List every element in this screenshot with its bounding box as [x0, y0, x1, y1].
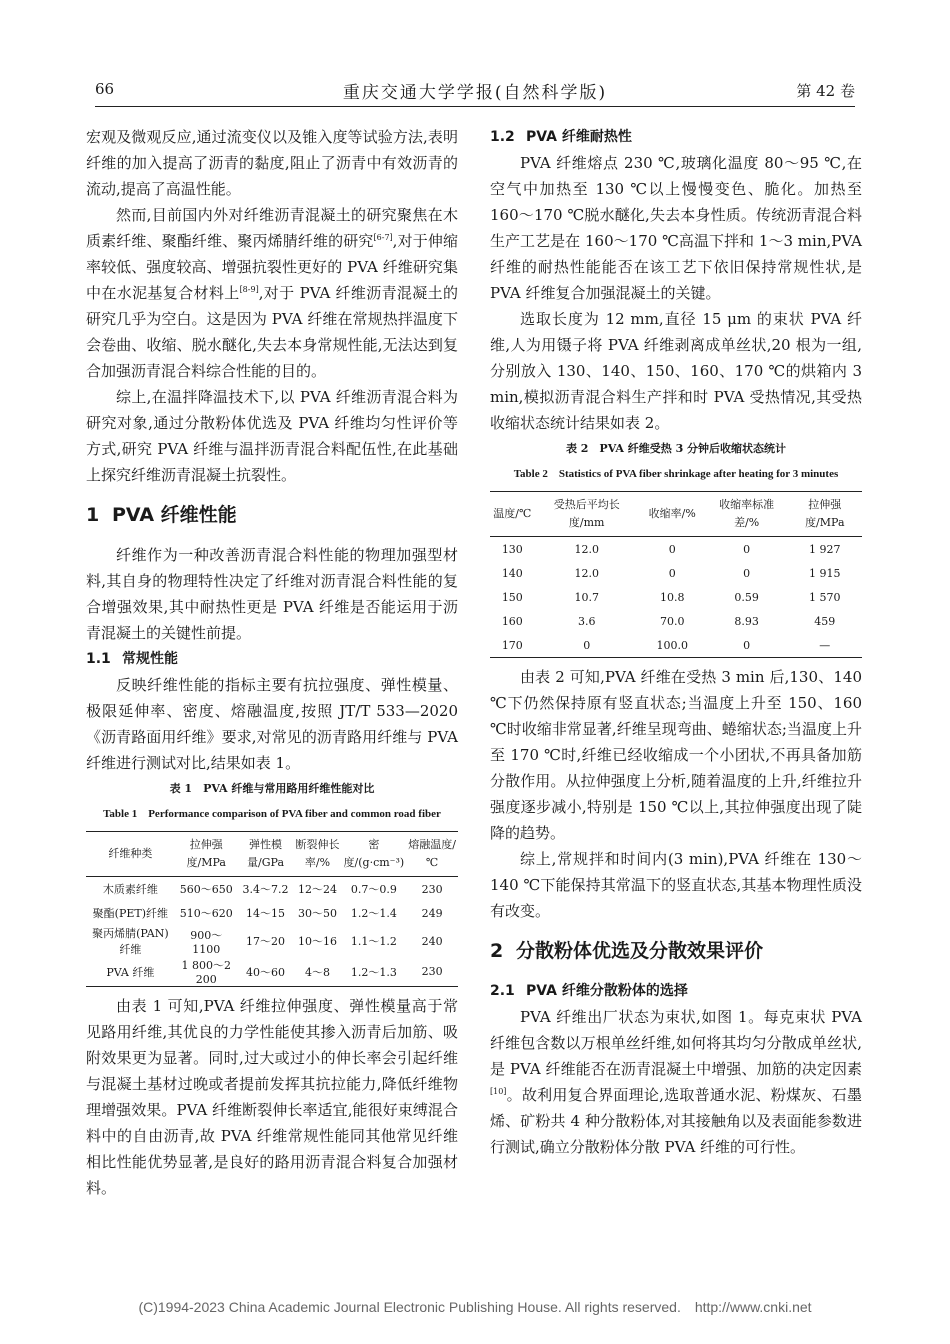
table-header: 收缩率标准差/%	[706, 492, 788, 537]
volume-label: 第 42 卷	[796, 82, 855, 100]
table-header: 收缩率/%	[639, 492, 706, 537]
copyright-footer: (C)1994-2023 China Academic Journal Electronic Publishing House. All rights reserved. http://www.cnki.net	[138, 1299, 812, 1315]
table-caption: 表 2 PVA 纤维受热 3 分钟后收缩状态统计	[565, 442, 787, 455]
page-number: 66	[95, 80, 115, 98]
journal-title: 重庆交通大学学报(自然科学版)	[342, 83, 608, 103]
table-2	[490, 491, 862, 658]
table-1	[86, 831, 458, 987]
table-row: 160 3.6 70.0 8.93 459	[501, 614, 836, 628]
table-caption-en: Table 2 Statistics of PVA fiber shrinkage after heating for 3 minutes	[513, 468, 839, 480]
paragraph: 由表 2 可知,PVA 纤维在受热 3 min 后,130、140 ℃下仍然保持原有竖直状态;当温度上升至 150、160 ℃时收缩非常显著,纤维呈现弯曲、蜷缩状态;当温度上升至 170 ℃时,纤维已经收缩成一个小团状,不再具备加筋分散作用。从拉伸强度上分析,随着温度的上升,纤维拉升强度逐步减小,特别是 150 ℃以上,其拉伸强度出现了陡降的趋势。	[490, 668, 862, 842]
table-header: 受热后平均长度/mm	[535, 492, 639, 537]
table-header: 拉伸强度/MPa	[175, 832, 238, 877]
section-heading: 1 PVA 纤维性能	[86, 504, 237, 526]
citation: [10]	[490, 1087, 507, 1096]
paragraph: 纤维作为一种改善沥青混合料性能的物理加强型材料,其自身的物理特性决定了纤维对沥青混合料性能的复合增强效果,其中耐热性更是 PVA 纤维是否能运用于沥青混凝土的关键性前提。	[86, 546, 458, 642]
table-header: 温度/℃	[490, 492, 535, 537]
right-column	[490, 124, 862, 1160]
table-caption-en: Table 1 Performance comparison of PVA fiber and common road fiber	[103, 808, 441, 820]
table-header: 断裂伸长率/%	[293, 832, 341, 877]
citation: [6-7]	[373, 233, 393, 242]
table-header: 弹性模量/GPa	[238, 832, 294, 877]
table-row: 聚酯(PET)纤维 510～620 14～15 30～50 1.2～1.4 249	[92, 906, 443, 920]
paragraph: 宏观及微观反应,通过流变仪以及锥入度等试验方法,表明纤维的加入提高了沥青的黏度,阻止了沥青中有效沥青的流动,提高了高温性能。	[86, 128, 458, 198]
table-row: 170 0 100.0 0 —	[490, 633, 862, 658]
table-row: PVA 纤维 1 800～2 200 40～60 4～8 1.2～1.3 230	[86, 957, 458, 987]
paragraph: 反映纤维性能的指标主要有抗拉强度、弹性模量、极限延伸率、密度、熔融温度,按照 JT/T 533—2020《沥青路面用纤维》要求,对常见的沥青路用纤维与 PVA 纤维进行测试对比,结果如表 1。	[86, 676, 458, 772]
left-column	[86, 124, 458, 1201]
section-heading: 2 分散粉体优选及分散效果评价	[490, 940, 764, 962]
subsection-heading: 1.1 常规性能	[86, 651, 178, 667]
paragraph: 综上,在温拌降温技术下,以 PVA 纤维沥青混合料为研究对象,通过分散粉体优选及 PVA 纤维均匀性评价等方式,研究 PVA 纤维与温拌沥青混合料配伍性,在此基础上探究纤维沥青混凝土抗裂性。	[86, 388, 458, 484]
citation: [8-9]	[239, 285, 259, 294]
paragraph: 然而,目前国内外对纤维沥青混凝土的研究聚焦在木质素纤维、聚酯纤维、聚丙烯腈纤维的研究[6-7],对于伸缩率较低、强度较高、增强抗裂性更好的 PVA 纤维研究集中在水泥基复合材料上[8-9],对于 PVA 纤维沥青混凝土的研究几乎为空白。这是因为 PVA 纤维在常规热拌温度下会卷曲、收缩、脱水醚化,失去本身常规性能,无法达到复合加强沥青混合料综合性能的目的。	[86, 206, 458, 380]
table-header: 密度/(g·cm⁻³)	[342, 832, 407, 877]
table-row: 150 10.7 10.8 0.59 1 570	[501, 590, 841, 604]
table-row: 140 12.0 0 0 1 915	[501, 566, 841, 580]
table-header: 熔融温度/℃	[406, 832, 458, 877]
table-row: 木质素纤维 560～650 3.4～7.2 12～24 0.7～0.9 230	[102, 882, 443, 896]
table-header: 纤维种类	[86, 832, 175, 877]
table-row: 130 12.0 0 0 1 927	[501, 542, 841, 556]
subsection-heading: 2.1 PVA 纤维分散粉体的选择	[490, 983, 688, 999]
running-header	[95, 78, 855, 107]
table-row: 聚丙烯腈(PAN)纤维 900～1100 17～20 10～16 1.1～1.2 240	[92, 927, 443, 956]
paragraph: 由表 1 可知,PVA 纤维拉伸强度、弹性模量高于常见路用纤维,其优良的力学性能使其掺入沥青后加筋、吸附效果更为显著。同时,过大或过小的伸长率会引起纤维与混凝土基材过晚或者提前发挥其抗拉能力,降低纤维物理增强效果。PVA 纤维断裂伸长率适宜,能很好束缚混合料中的自由沥青,故 PVA 纤维常规性能同其他常见纤维相比性能优势显著,是良好的路用沥青混合料复合加强材料。	[86, 997, 458, 1197]
paragraph: 综上,常规拌和时间内(3 min),PVA 纤维在 130～140 ℃下能保持其常温下的竖直状态,其基本物理性质没有改变。	[490, 850, 862, 920]
paragraph: PVA 纤维熔点 230 ℃,玻璃化温度 80～95 ℃,在空气中加热至 130 ℃以上慢慢变色、脆化。加热至 160～170 ℃脱水醚化,失去本身性质。传统沥青混合料生产工艺是在 160～170 ℃高温下拌和 1～3 min,PVA 纤维的耐热性能能否在该工艺下依旧保持常规性状,是 PVA 纤维复合加强混凝土的关键。	[490, 154, 862, 302]
paragraph: 选取长度为 12 mm,直径 15 μm 的束状 PVA 纤维,人为用镊子将 PVA 纤维剥离成单丝状,20 根为一组,分别放入 130、140、150、160、170 ℃的烘箱内 3 min,模拟沥青混合料生产拌和时 PVA 受热情况,其受热收缩状态统计结果如表 2。	[490, 310, 862, 432]
paragraph: PVA 纤维出厂状态为束状,如图 1。每克束状 PVA 纤维包含数以万根单丝纤维,如何将其均匀分散成单丝状,是 PVA 纤维能否在沥青混凝土中增强、加筋的决定因素[10]。故利用复合界面理论,选取普通水泥、粉煤灰、石墨烯、矿粉共 4 种分散粉体,对其接触角以及表面能参数进行测试,确立分散粉体分散 PVA 纤维的可行性。	[490, 1008, 862, 1156]
table-caption: 表 1 PVA 纤维与常用路用纤维性能对比	[169, 782, 375, 795]
subsection-heading: 1.2 PVA 纤维耐热性	[490, 129, 632, 145]
table-header: 拉伸强度/MPa	[788, 492, 862, 537]
